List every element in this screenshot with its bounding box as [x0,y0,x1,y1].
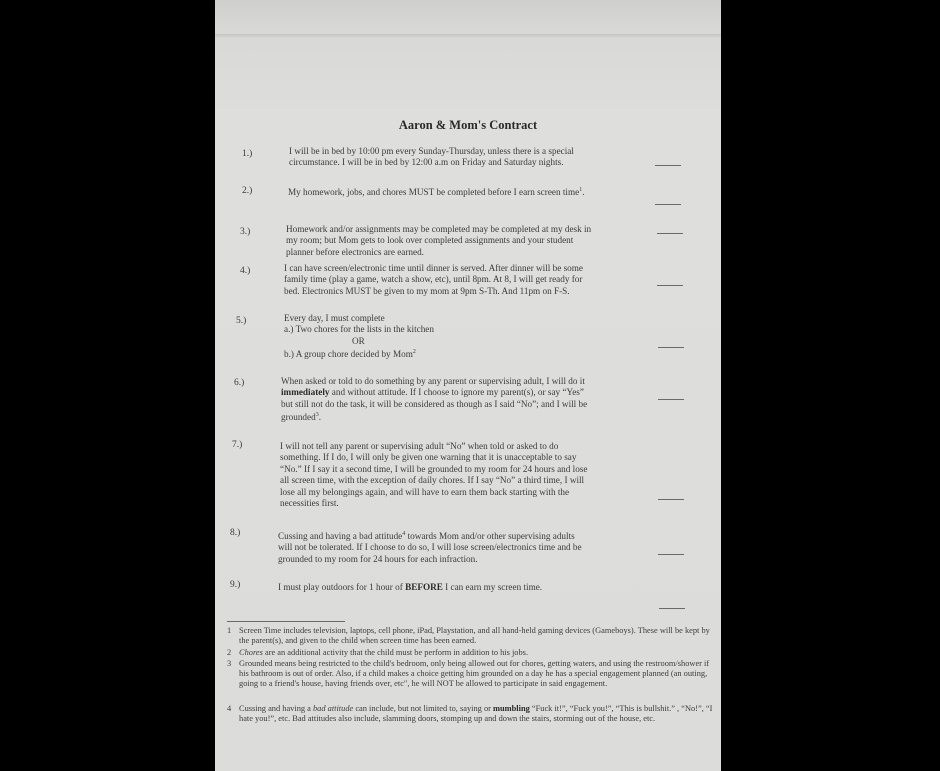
text-line: Cussing and having a [239,704,311,713]
initials-blank[interactable] [658,347,684,348]
item-7-text [280,441,652,509]
text-line: grounded [281,412,316,423]
footnote-1-text: Screen Time includes television, laptops, cell phone, iPad, Playstation, and all hand-held gaming devices (Gameboys). These will be kept by the parent(s), and given to the child when screen time has been earned. [239,626,710,646]
contract-title: Aaron & Mom's Contract [398,118,538,132]
text-line: are an additional activity that the child must be perform in addition to his jobs. [264,648,529,657]
item-9-text [278,582,654,593]
text-line: towards Mom and/or other supervising adults [407,531,575,542]
item-number: 5.) [236,316,247,326]
item-number: 3.) [240,227,251,237]
text-line: something. If I do, I will only be given one warning that it is unacceptable to say [280,452,577,463]
emphasis-text: mumbling [493,704,530,713]
item-number: 1.) [242,149,253,159]
footnote-ref: 2 [412,349,416,356]
initials-blank[interactable] [655,204,681,205]
text-line: I will be in bed by 10:00 pm every Sunday-Thursday, unless there is a special [289,146,574,156]
emphasis-text: Chores [239,648,263,657]
footnote-number: 2 [227,648,232,657]
initials-blank[interactable] [658,554,684,555]
footnote-ref: 4 [402,531,406,537]
item-2-text: My homework, jobs, and chores MUST be completed before I earn screen time$^1$. [288,187,585,198]
item-5-text [284,313,644,361]
emphasis-text: bad attitude [312,704,354,713]
footnote-number: 4 [227,704,232,713]
text-line: will not be tolerated. If I choose to do so, I will lose screen/electronics time and be [278,542,582,553]
text-line: all screen time, with the exception of daily chores. If I say “No” a third time, I will [280,475,585,486]
footnote-2-text [239,648,717,658]
text-line: I must play outdoors for 1 hour of [278,582,403,592]
item-8-text [278,529,654,565]
footnote-rule [227,621,345,622]
footnote-ref: 1 [579,187,583,193]
initials-blank[interactable] [658,499,684,500]
footnote-ref: 3 [315,412,319,419]
item-1-text [289,146,649,169]
item-number: 4.) [240,266,251,276]
text-line: My homework, jobs, and chores MUST be completed before I earn screen time [288,187,580,198]
text-line: Cussing and having a bad attitude [278,531,403,542]
text-line: planner before electronics are earned. [286,246,424,257]
text-line: a.) Two chores for the lists in the kitchen [284,324,434,335]
text-line: “Fuck it!”, “Fuck you!”, “This is bullshit.” , “No!”, “I hate you!”, etc. Bad attitudes also include, slamming doors, stomping up and down the stairs, storming out of the house, etc. [239,704,713,724]
item-number: 8.) [230,528,241,538]
text-line: family time (play a game, watch a show, etc), until 8pm. At 8, I will get ready for [284,274,583,285]
item-number: 6.) [234,378,245,388]
text-line: necessities first. [280,498,339,509]
initials-blank[interactable] [657,285,683,286]
text-line: can include, but not limited to, saying or [355,704,491,713]
text-line: but still not do the task, it will be considered as though as I said “No”; and I will be [281,398,588,409]
contract-page [215,0,721,771]
text-line: “No.” If I say it a second time, I will be grounded to my room for 24 hours and lose [280,463,588,474]
text-line: my room; but Mom gets to look over completed assignments and your student [286,235,574,246]
initials-blank[interactable] [659,608,685,609]
text-line: I can have screen/electronic time until dinner is served. After dinner will be some [284,263,583,273]
item-number: 2.) [242,186,253,196]
text-line: bed. Electronics MUST be given to my mom at 9pm S-Th. And 11pm on F-S. [284,285,570,296]
text-line: Every day, I must complete [284,313,385,323]
text-line: When asked or told to do something by any parent or supervising adult, I will do it [281,376,585,386]
text-line: b.) A group chore decided by Mom [284,349,413,360]
paper-fold-shadow [215,34,721,38]
text-line: Homework and/or assignments may be completed may be completed at my desk in [286,224,592,234]
text-line: circumstance. I will be in bed by 12:00 a.m on Friday and Saturday nights. [289,157,564,168]
item-6-text: When asked or told to do something by any parent or supervising adult, I will do it immediately and without attitude. If I choose to ignore my parent(s), or say “Yes” but still not do the task, it will be considered as though as I said “No”; and I will be grounded$^3$. [281,376,651,424]
initials-blank[interactable] [658,399,684,400]
initials-blank[interactable] [655,165,681,166]
text-line: I can earn my screen time. [445,582,543,592]
footnote-4-text [239,704,717,724]
text-line: OR [352,335,365,346]
emphasis-text: BEFORE [405,582,443,592]
emphasis-text: immediately [281,387,330,398]
text-line: I will not tell any parent or supervising adult “No” when told or asked to do [280,441,559,451]
item-number: 7.) [232,440,243,450]
footnote-number: 1 [227,626,232,635]
footnote-number: 3 [227,659,232,668]
initials-blank[interactable] [657,233,683,234]
item-4-text [284,263,646,297]
item-3-text [286,224,646,258]
text-line: lose all my belongings again, and will have to earn them back starting with the [280,486,570,497]
footnote-3-text: Grounded means being restricted to the child's bedroom, only being allowed out for chores, getting waters, and using the restroom/shower if his bathroom is out of order. Also, if a child makes a choice getting him grounded on a day he has a special engagement planned (an outing, going to a friend's house, having friends over, etc", he will NOT be allowed to participate in said engagement. [239,659,710,689]
item-number: 9.) [230,580,241,590]
text-line: grounded to my room for 24 hours for each infraction. [278,553,478,564]
